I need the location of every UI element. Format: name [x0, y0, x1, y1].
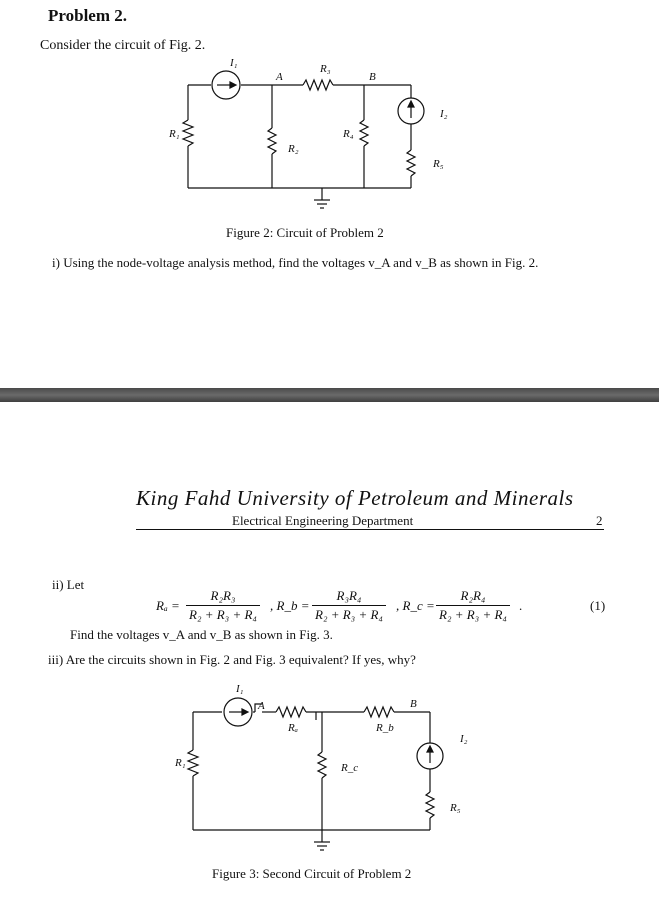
figure-2-circuit	[150, 55, 450, 220]
eq-rc-denominator: R₂ + R₃ + R₄	[439, 607, 507, 622]
page-separator	[0, 388, 659, 402]
eq-rb-fraction	[312, 588, 386, 623]
eq-rc-numerator: R₂R₄	[436, 588, 510, 606]
fig2-label-r4: R₄	[343, 128, 354, 140]
part-ii-label: ii) Let	[52, 577, 85, 592]
figure-2-caption: Figure 2: Circuit of Problem 2	[226, 225, 384, 240]
eq-rb-denominator: R₂ + R₃ + R₄	[315, 607, 383, 622]
fig2-node-b: B	[369, 71, 376, 83]
eq-ra-fraction	[186, 588, 260, 623]
fig3-label-i2: I₂	[460, 733, 468, 745]
problem-intro: Consider the circuit of Fig. 2.	[40, 38, 206, 53]
fig2-label-r5: R₅	[433, 158, 444, 170]
fig2-label-i1: I₁	[230, 57, 238, 69]
equation-number: (1)	[590, 598, 606, 613]
fig2-node-a: A	[276, 71, 283, 83]
eq-ra-denominator: R₂ + R₃ + R₄	[189, 607, 257, 622]
part-ii-text: Find the voltages v_A and v_B as shown in Fig. 3.	[70, 627, 333, 642]
fig3-node-b: B	[410, 698, 417, 710]
fig3-node-a: A	[258, 700, 265, 712]
fig3-label-rc: R_c	[341, 762, 359, 774]
fig3-label-i1: I₁	[236, 683, 244, 695]
fig3-label-rb: R_b	[376, 722, 394, 734]
fig2-label-r1: R₁	[169, 128, 180, 140]
fig2-label-i2: I₂	[440, 108, 448, 120]
eq-rb-lhs: , R_b =	[270, 598, 310, 613]
header-rule	[136, 529, 604, 530]
fig3-label-r5: R₅	[450, 802, 461, 814]
part-iii-question: iii) Are the circuits shown in Fig. 2 and Fig. 3 equivalent? If yes, why?	[48, 652, 416, 667]
fig3-label-r1: R₁	[175, 757, 186, 769]
fig2-label-r3: R₃	[320, 63, 331, 75]
eq-end-dot: .	[519, 598, 523, 613]
eq-ra-lhs: Rₐ =	[156, 598, 180, 613]
problem-title: Problem 2.	[48, 6, 128, 25]
fig2-label-r2: R₂	[288, 143, 299, 155]
department-name: Electrical Engineering Department	[232, 513, 414, 528]
eq-rc-lhs: , R_c =	[396, 598, 435, 613]
fig3-label-ra: Rₐ	[288, 722, 298, 734]
part-i-question: i) Using the node-voltage analysis method, find the voltages v_A and v_B as shown in Fig. 2.	[52, 255, 539, 270]
page-number: 2	[596, 513, 603, 528]
figure-3-circuit	[160, 675, 480, 865]
university-header: King Fahd University of Petroleum and Minerals	[136, 486, 574, 510]
figure-3-caption: Figure 3: Second Circuit of Problem 2	[212, 866, 412, 881]
eq-rc-fraction	[436, 588, 510, 623]
eq-rb-numerator: R₃R₄	[312, 588, 386, 606]
eq-ra-numerator: R₂R₃	[186, 588, 260, 606]
